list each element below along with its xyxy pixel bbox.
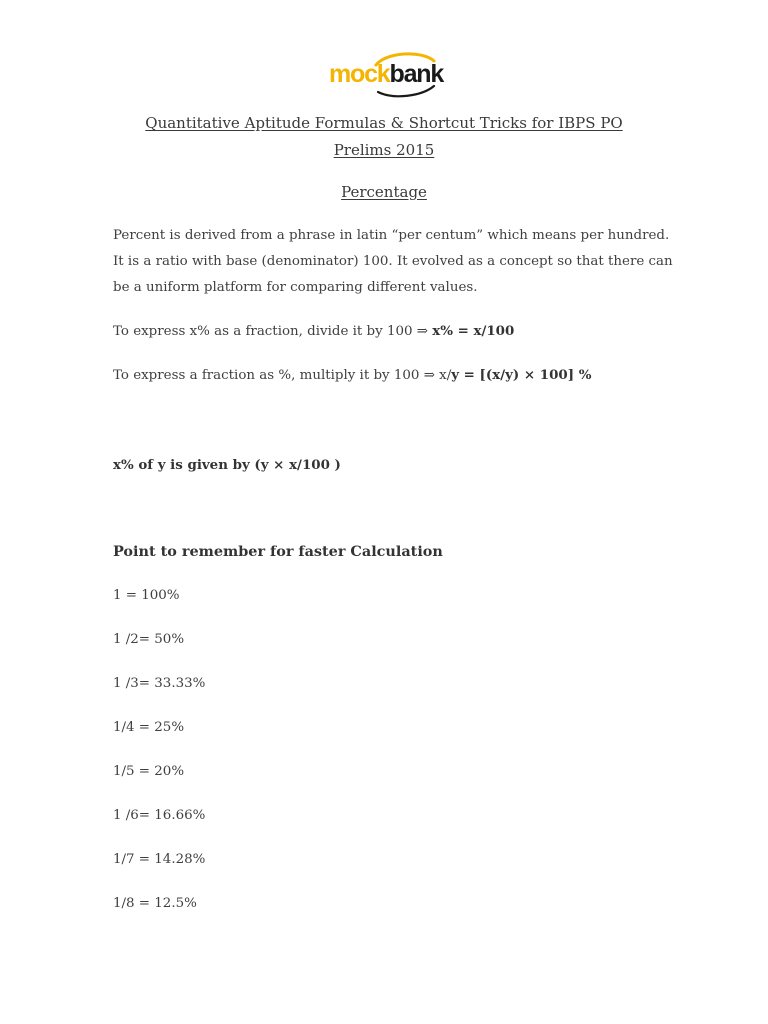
conversion-item: 1/5 = 20% <box>113 764 185 779</box>
rule-fraction-conversion <box>113 321 514 342</box>
document-title-line2: Prelims 2015 <box>333 141 435 159</box>
conversion-item: 1/4 = 25% <box>113 720 185 735</box>
mockbank-logo <box>324 48 448 98</box>
tips-heading: Point to remember for faster Calculation <box>113 543 443 560</box>
section-heading: Percentage <box>341 183 427 201</box>
conversion-item: 1 /6= 16.66% <box>113 808 206 823</box>
conversion-item: 1 /3= 33.33% <box>113 676 206 691</box>
rule2-formula: y = [(x/y) × 100] % <box>451 367 592 383</box>
intro-paragraph: Percent is derived from a phrase in latin “per centum” which means per hundred. It is a ratio with base (denominator) 100. It evolved as a concept so that there can be a uniform platform for comparing different values. <box>113 228 673 295</box>
logo-bank-text: bank <box>389 60 444 88</box>
conversion-item: 1/8 = 12.5% <box>113 896 197 911</box>
rule1-formula: x% = x/100 <box>432 323 515 339</box>
conversion-item: 1 /2= 50% <box>113 632 185 647</box>
document-title-line1: Quantitative Aptitude Formulas & Shortcut Tricks for IBPS PO <box>145 114 623 132</box>
conversion-item: 1/7 = 14.28% <box>113 852 206 867</box>
rule2-text: To express a fraction as %, multiply it by 100 ⇒ x/ <box>113 368 452 383</box>
rule-x-percent-of-y: x% of y is given by (y × x/100 ) <box>113 457 341 473</box>
rule1-text: To express x% as a fraction, divide it by 100 ⇒ <box>113 324 433 339</box>
logo-mock-text: mock <box>329 60 390 88</box>
conversion-item: 1 = 100% <box>113 588 180 603</box>
logo-wordmark <box>329 60 443 88</box>
rule-percent-conversion <box>113 365 591 386</box>
